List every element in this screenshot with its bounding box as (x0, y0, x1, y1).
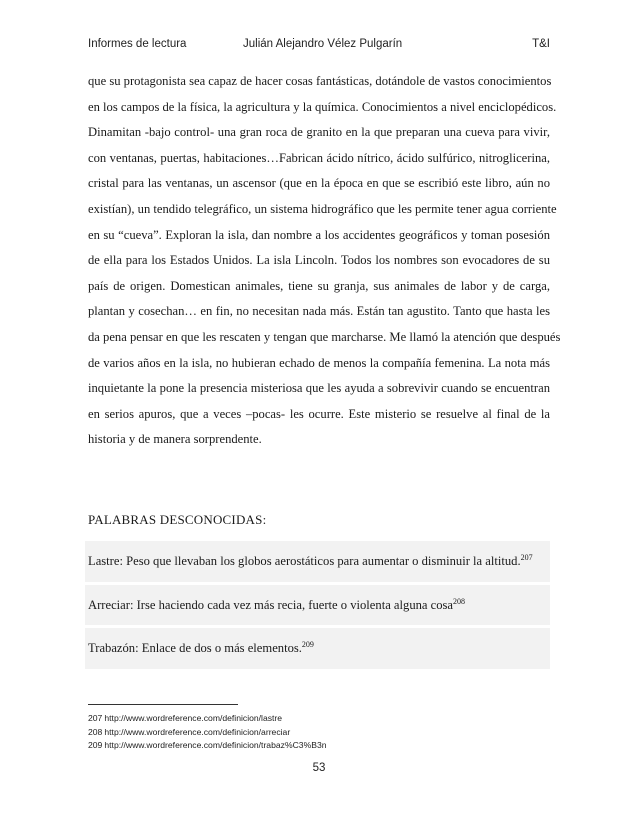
footnote (88, 712, 327, 726)
footnote-ref[interactable]: 208 (453, 596, 466, 606)
footnotes (88, 712, 327, 753)
body-line: que su protagonista sea capaz de hacer cosas fantásticas, dotándole de vastos conocimientos (88, 74, 552, 88)
body-line: con ventanas, puertas, habitaciones…Fabrican ácido nítrico, ácido sulfúrico, nitroglicerina, (88, 150, 550, 165)
body-line: plantan y cosechan… en fin, no necesitan nada más. Están tan agustito. Tanto que hasta les (88, 304, 550, 319)
footnote-link[interactable]: http://www.wordreference.com/definicion/arreciar (104, 726, 291, 737)
vocabulary-definition: Lastre: Peso que llevaban los globos aerostáticos para aumentar o disminuir la altitud. (88, 554, 521, 568)
footnote-number: 209 (88, 740, 103, 750)
vocabulary-row (85, 541, 550, 585)
body-line: de varios años en la isla, no hubieran echado de menos la compañía femenina. La nota más (88, 355, 550, 370)
header-author: Julián Alejandro Vélez Pulgarín (243, 38, 403, 50)
page-header (88, 38, 550, 58)
page-number: 53 (312, 762, 326, 774)
body-line: país de origen. Domestican animales, tiene su granja, sus animales de labor y de carga, (88, 278, 550, 293)
body-line: en serios apuros, que a veces –pocas- les ocurre. Este misterio se resuelve al final de la (88, 406, 550, 421)
footnote (88, 739, 327, 753)
body-line: historia y de manera sorprendente. (88, 432, 262, 447)
vocabulary-definition: Trabazón: Enlace de dos o más elementos. (88, 641, 302, 655)
body-paragraph (88, 69, 561, 453)
header-right-tag: T&I (532, 38, 550, 50)
footnote-link[interactable]: http://www.wordreference.com/definicion/trabaz%C3%B3n (104, 740, 327, 750)
footnote-ref[interactable]: 207 (520, 552, 533, 562)
body-line: en los campos de la física, la agricultura y la química. Conocimientos a nivel enciclopédicos. (88, 99, 557, 114)
body-line: cristal para las ventanas, un ascensor (que en la época en que se escribió este libro, aún no (88, 176, 550, 191)
footnote-number: 207 (88, 713, 103, 723)
footnote-ref[interactable]: 209 (301, 639, 314, 649)
vocabulary-table (85, 541, 550, 672)
vocabulary-row (85, 585, 550, 628)
body-line: de ella para los Estados Unidos. La isla Lincoln. Todos los nombres son evocadores de su (88, 253, 550, 268)
body-line: existían), un tendido telegráfico, un sistema hidrográfico que les permite tener agua corriente (88, 201, 557, 216)
section-title: PALABRAS DESCONOCIDAS: (88, 512, 267, 527)
body-line: da pena pensar en que les rescaten y tengan que marcharse. Me llamó la atención que después (88, 329, 561, 344)
vocabulary-row (85, 628, 550, 672)
vocabulary-definition: Arreciar: Irse haciendo cada vez más recia, fuerte o violenta alguna cosa (88, 598, 454, 612)
footnote-link[interactable]: http://www.wordreference.com/definicion/lastre (104, 713, 283, 723)
footnote-separator (88, 704, 238, 705)
body-line: Dinamitan -bajo control- una gran roca de granito en la que preparan una cueva para vivir, (88, 125, 550, 140)
header-left-title: Informes de lectura (88, 38, 187, 50)
footnote-number: 208 (88, 726, 103, 737)
body-line: inquietante la pone la presencia misteriosa que les ayuda a sobrevivir cuando se encuentran (88, 381, 550, 396)
footnote (88, 726, 327, 740)
body-line: en su “cueva”. Exploran la isla, dan nombre a los accidentes geográficos y toman posesión (88, 227, 550, 242)
